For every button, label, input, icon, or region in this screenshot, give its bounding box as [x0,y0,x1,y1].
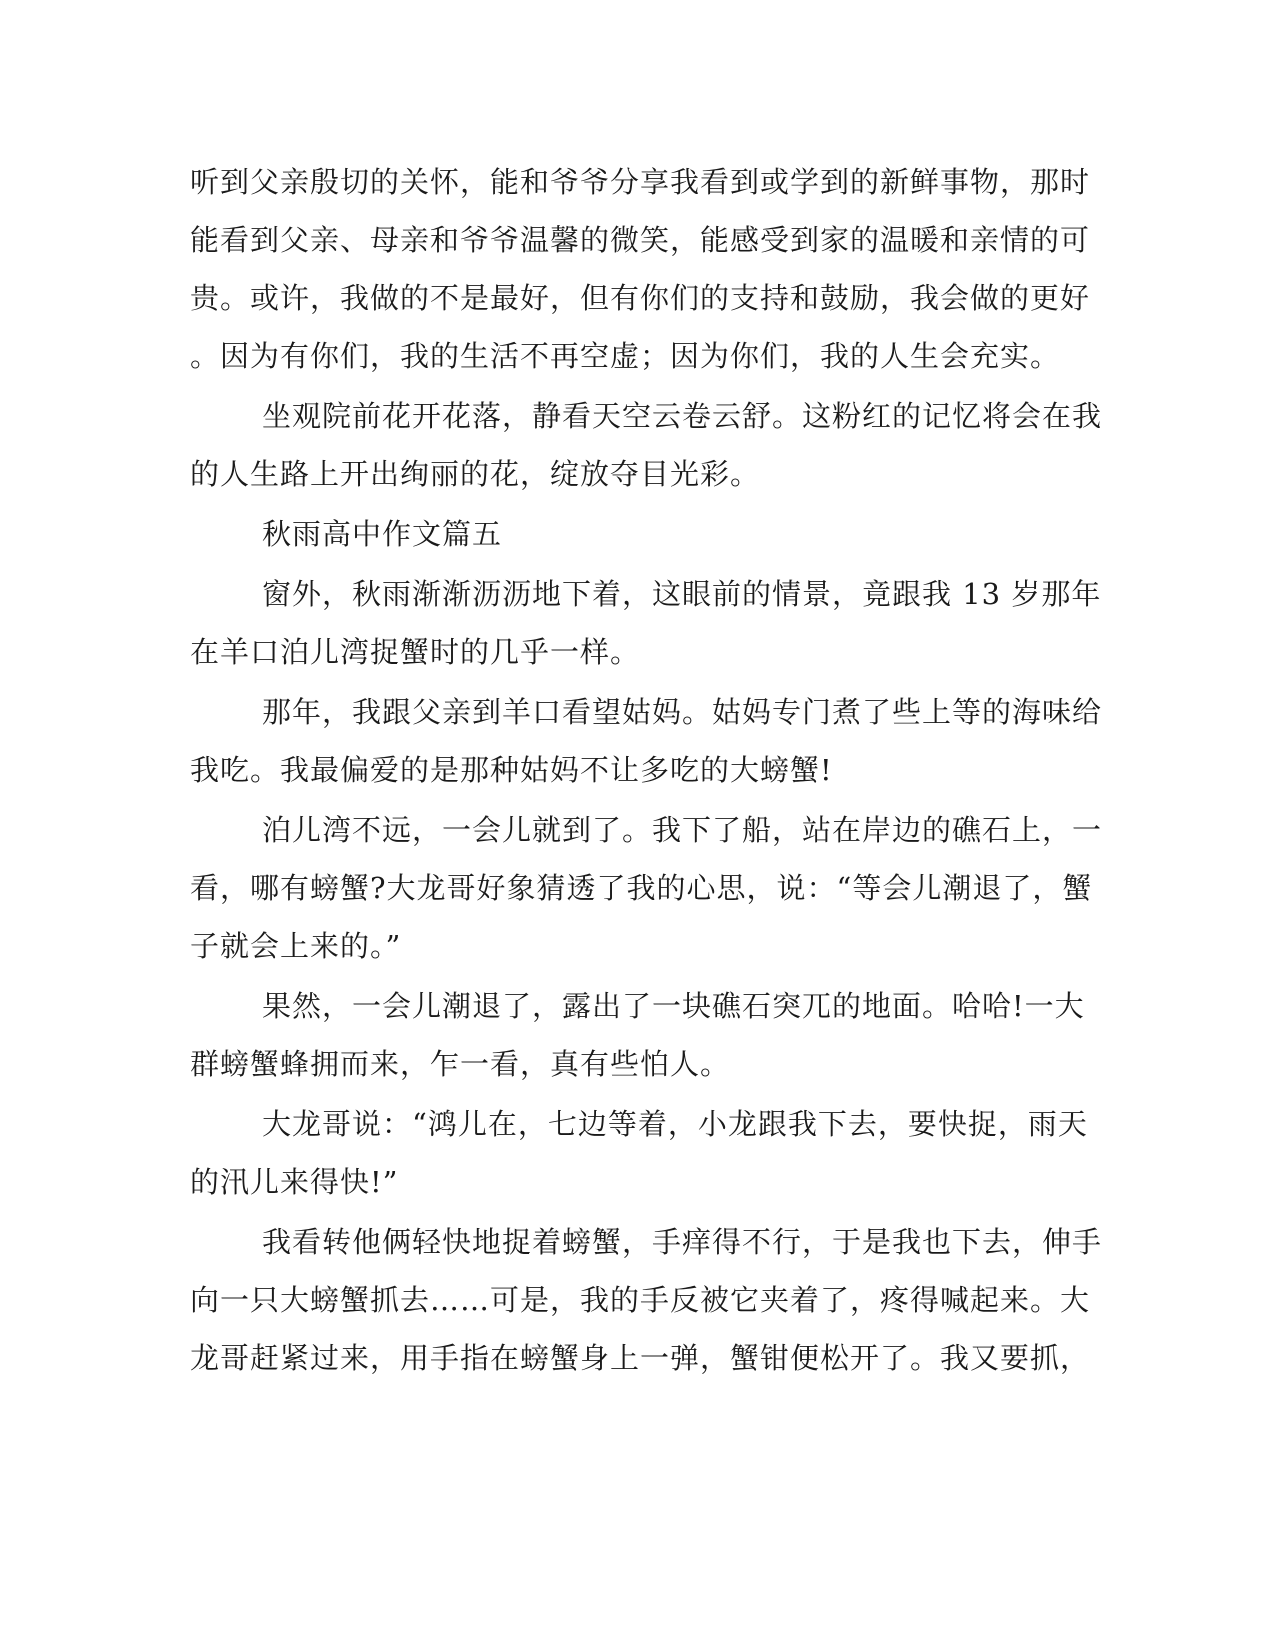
text-line: 果然，一会儿潮退了，露出了一块礁石突兀的地面。哈哈!一大 [262,989,1085,1023]
text-line: 大龙哥说：“鸿儿在，七边等着，小龙跟我下去，要快捉，雨天 [262,1107,1088,1141]
text-line: 群螃蟹蜂拥而来，乍一看，真有些怕人。 [190,1047,731,1081]
text-line: 窗外，秋雨渐渐沥沥地下着，这眼前的情景，竟跟我 13 岁那年 [262,577,1102,611]
text-line: 坐观院前花开花落，静看天空云卷云舒。这粉红的记忆将会在我 [262,399,1103,433]
text-line: 子就会上来的。” [190,929,402,963]
text-line: 那年，我跟父亲到羊口看望姑妈。姑妈专门煮了些上等的海味给 [262,695,1103,729]
text-line: 听到父亲殷切的关怀，能和爷爷分享我看到或学到的新鲜事物，那时 [190,165,1091,199]
text-line: 能看到父亲、母亲和爷爷温馨的微笑，能感受到家的温暖和亲情的可 [190,223,1091,257]
text-line: 泊儿湾不远，一会儿就到了。我下了船，站在岸边的礁石上，一 [262,813,1103,847]
text-line: 看，哪有螃蟹?大龙哥好象猜透了我的心思，说：“等会儿潮退了，蟹 [190,871,1093,905]
text-line: 的人生路上开出绚丽的花，绽放夺目光彩。 [190,457,761,491]
text-line: 我吃。我最偏爱的是那种姑妈不让多吃的大螃蟹! [190,753,833,787]
text-line: 的汛儿来得快!” [190,1165,399,1199]
text-line: 在羊口泊儿湾捉蟹时的几乎一样。 [190,635,641,669]
section-heading: 秋雨高中作文篇五 [262,517,503,551]
text-line: 我看转他俩轻快地捉着螃蟹，手痒得不行，于是我也下去，伸手 [262,1225,1103,1259]
text-line: 龙哥赶紧过来，用手指在螃蟹身上一弹，蟹钳便松开了。我又要抓， [190,1341,1091,1375]
text-line: 向一只大螃蟹抓去……可是，我的手反被它夹着了，疼得喊起来。大 [190,1283,1091,1317]
text-line: 。因为有你们，我的生活不再空虚；因为你们，我的人生会充实。 [190,339,1061,373]
text-line: 贵。或许，我做的不是最好，但有你们的支持和鼓励，我会做的更好 [190,281,1091,315]
